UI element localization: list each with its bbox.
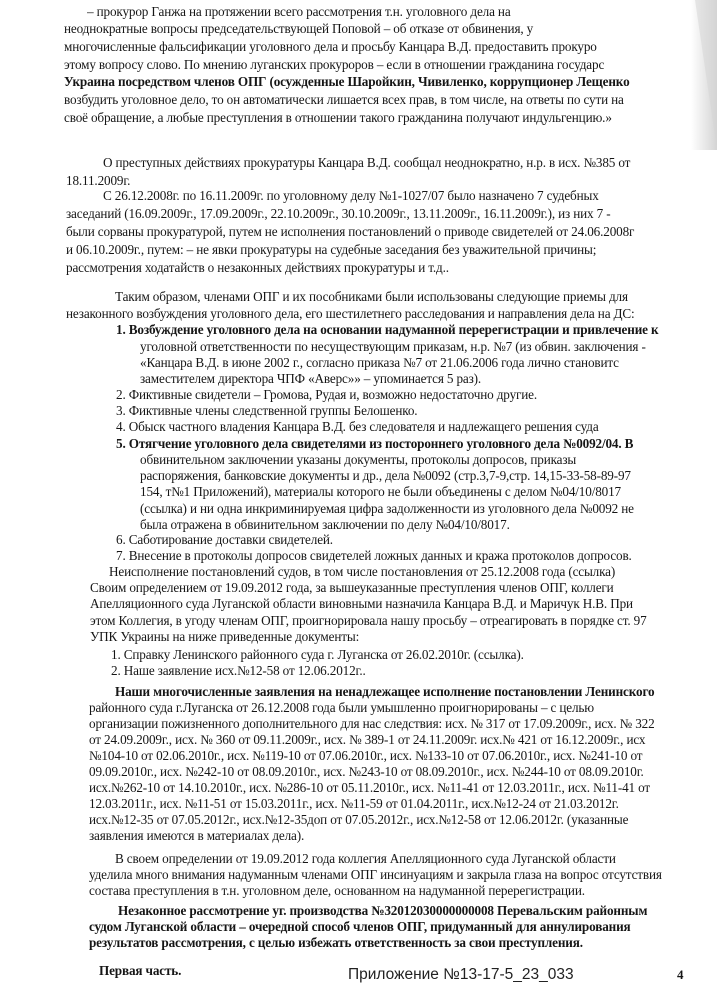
text-line: районного суда г.Луганска от 26.12.2008 года были умышленно проигнорированы – с целью <box>89 700 595 715</box>
list-item: 2. Фиктивные свидетели – Громова, Рудая и, возможно недостаточно другие. <box>116 387 538 402</box>
text-line: многочисленные фальсификации уголовного дела и просьбу Канцара В.Д. предоставить прокуро <box>64 39 597 54</box>
text-line: этом Коллегия, в угоду членам ОПГ, проигнорировала нашу просьбу – отреагировать в порядке ст. 97 <box>90 613 647 628</box>
list-item: 2. Наше заявление исх.№12-58 от 12.06.2012г.. <box>111 663 366 678</box>
list-item: 4. Обыск частного владения Канцара В.Д. без следователя и надлежащего решения суда <box>116 419 599 434</box>
text-line: от 24.09.2009г., исх. № 360 от 09.11.2009г., исх. № 389-1 от 24.11.2009г. исх.№ 421 от 16.12.2009г., исх <box>89 732 646 747</box>
text-line: этому вопросу слово. По мнению луганских прокуроров – если в отношении гражданина государс <box>64 57 605 72</box>
text-line: – прокурор Ганжа на протяжении всего рассмотрения т.н. уголовного дела на <box>87 4 511 19</box>
text-line: были сорваны прокуратурой, путем не исполнения постановлений о приводе свидетелей от 24.06.2008г <box>66 224 635 239</box>
text-line: УПК Украины на ниже приведенные документы: <box>90 629 360 644</box>
text-line: заместителем директора ЧПФ «Аверс»» – упоминается 5 раз). <box>140 371 482 386</box>
text-line: неоднократные вопросы председательствующей Поповой – об отказе от обвинения, у <box>64 21 534 36</box>
text-line: С 26.12.2008г. по 16.11.2009г. по уголовному делу №1-1027/07 было назначено 7 судебных <box>103 188 599 203</box>
text-line: Украина посредством членов ОПГ (осужденные Шаройкин, Чивиленко, коррупционер Лещенко <box>64 74 630 89</box>
appendix-label: Приложение №13-17-5_23_033 <box>348 966 574 983</box>
list-item: 1. Справку Ленинского районного суда г. Луганска от 26.02.2010г. (ссылка). <box>111 647 524 662</box>
text-line: Наши многочисленные заявления на ненадлежащее исполнение постановлении Ленинского <box>115 684 655 699</box>
text-line: результатов рассмотрения, с целью избежать ответственность за свои преступления. <box>89 935 583 950</box>
text-line: обвинительном заключении указаны документы, протоколы допросов, приказы <box>140 452 577 467</box>
text-line: исх.№262-10 от 14.10.2010г., исх. №286-10 от 05.11.2010г., исх. №11-41 от 12.03.2011г., исх. №11-41 от <box>89 780 650 795</box>
text-line: своё обращение, а любые преступления в отношении такого гражданина получают индульгенцию.» <box>64 110 612 125</box>
text-line: незаконного возбуждения уголовного дела, его шестилетнего расследования и направления дела на ДС: <box>66 306 635 321</box>
text-line: возбудить уголовное дело, то он автоматически лишается всех прав, в том числе, на ответы по сути на <box>64 92 624 107</box>
text-line: №104-10 от 02.06.2010г., исх. №119-10 от 07.06.2010г., исх. №133-10 от 07.06.2010г., исх. №241-10 от <box>89 748 643 763</box>
text-line: В своем определении от 19.09.2012 года коллегия Апелляционного суда Луганской области <box>115 851 616 866</box>
text-line: 12.03.2011г., исх. №11-51 от 15.03.2011г., исх. №11-59 от 01.04.2011г., исх.№12-24 от 21.03.2012г. <box>89 796 619 811</box>
text-line: «Канцара В.Д. в июне 2002 г., согласно приказа №7 от 21.06.2006 года лично становитс <box>140 355 619 370</box>
text-line: Незаконное рассмотрение уг. производства №32012030000000008 Перевальским районным <box>118 903 648 918</box>
text-line: заявления имеются в материалах дела). <box>89 828 305 843</box>
text-line: 154, т№1 Приложений), материалы которого не были объединены с делом №04/10/8017 <box>140 484 621 499</box>
list-item: 3. Фиктивные члены следственной группы Белошенко. <box>116 403 418 418</box>
list-item: 6. Саботирование доставки свидетелей. <box>116 532 333 547</box>
text-line: О преступных действиях прокуратуры Канцара В.Д. сообщал неоднократно, н.р. в исх. №385 от <box>103 155 631 170</box>
list-item: 1. Возбуждение уголовного дела на основании надуманной перерегистрации и привлечение к <box>116 322 659 337</box>
list-item: 7. Внесение в протоколы допросов свидетелей ложных данных и кража протоколов допросов. <box>116 548 632 563</box>
text-line: Неисполнение постановлений судов, в том числе постановления от 25.12.2008 года (ссылка) <box>109 564 616 579</box>
text-line: (ссылка) и ни одна инкриминируемая цифра задолженности из уголовного дела №0092 не <box>140 501 634 516</box>
text-line: уделила много внимания надуманным членами ОПГ инсинуациям и закрыла глаза на вопрос отсутствия <box>89 867 662 882</box>
section-heading: Первая часть. <box>99 963 182 978</box>
text-line: исх.№12-35 от 07.05.2012г., исх.№12-35доп от 07.05.2012г., исх.№12-58 от 12.06.2012г. (указанные <box>89 812 629 827</box>
text-line: и 06.10.2009г., путем: – не явки прокуратуры на судебные заседания без уважительной причины; <box>66 242 597 257</box>
page-number: 4 <box>677 967 684 982</box>
text-line: судом Луганской области – очередной способ членов ОПГ, придуманный для аннулирования <box>89 919 631 934</box>
text-line: рассмотрения ходатайств о незаконных действиях прокуратуры и т.д.. <box>66 260 449 275</box>
text-line: организации пожизненного дополнительного для нас следствия: исх. № 317 от 17.09.2009г., исх. № 322 <box>89 716 655 731</box>
text-line: заседаний (16.09.2009г., 17.09.2009г., 22.10.2009г., 30.10.2009г., 13.11.2009г., 16.11.2009г.), из них 7 - <box>66 206 611 221</box>
text-line: была отражена в обвинительном заключении по делу №04/10/8017. <box>140 517 510 532</box>
text-line: 18.11.2009г. <box>66 173 131 188</box>
text-line: уголовной ответственности по несуществующим приказам, н.р. №7 (из обвин. заключения - <box>140 339 646 354</box>
text-line: состава преступления в т.н. уголовном деле, основанном на надуманной перерегистрации. <box>89 883 585 898</box>
text-line: распоряжения, банковские документы и др., дела №0092 (стр.3,7-9,стр. 14,15-33-58-89-97 <box>140 468 631 483</box>
text-line: Своим определением от 19.09.2012 года, за вышеуказанные преступления членов ОПГ, коллеги <box>90 580 614 595</box>
text-line: Таким образом, членами ОПГ и их пособниками были использованы следующие приемы для <box>115 289 628 304</box>
text-line: 09.09.2010г., исх. №242-10 от 08.09.2010г., исх. №243-10 от 08.09.2010г., исх. №244-10 от 08.09.2010г. <box>89 764 644 779</box>
list-item: 5. Отягчение уголовного дела свидетелями из постороннего уголовного дела №0092/04. В <box>116 436 634 451</box>
text-line: Апелляционного суда Луганской области виновными назначила Канцара В.Д. и Маричук Н.В. При <box>90 596 633 611</box>
